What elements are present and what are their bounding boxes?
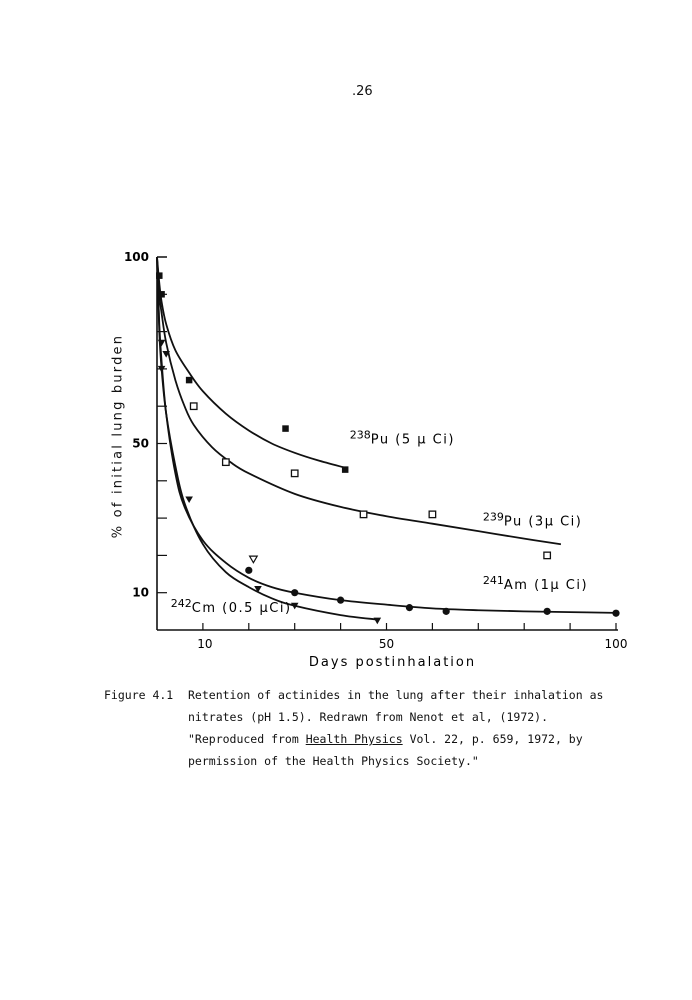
series-label-3 bbox=[171, 597, 292, 616]
series-label-1 bbox=[483, 511, 583, 530]
y-tick-label: 100 bbox=[123, 250, 149, 264]
data-point bbox=[429, 511, 436, 518]
caption-label: Figure 4.1 bbox=[104, 688, 174, 702]
data-point bbox=[282, 425, 289, 432]
data-point bbox=[156, 272, 163, 279]
data-point bbox=[291, 470, 298, 477]
data-point bbox=[337, 597, 344, 604]
data-point bbox=[406, 604, 413, 611]
data-point bbox=[342, 466, 349, 473]
y-axis-title: % of initial lung burden bbox=[110, 333, 126, 539]
data-point bbox=[250, 556, 258, 563]
series-name: Cm (0.5 μCi) bbox=[191, 601, 292, 617]
x-tick-label: 10 bbox=[197, 637, 213, 651]
caption-line-3 bbox=[188, 728, 638, 750]
caption-text bbox=[188, 684, 638, 772]
caption-line-1: Retention of actinides in the lung after their inhalation as bbox=[188, 688, 604, 702]
caption-line-3-post: Vol. 22, p. 659, 1972, by bbox=[402, 732, 583, 746]
series-curve-0 bbox=[157, 257, 345, 468]
data-point bbox=[245, 567, 252, 574]
isotope-mass-number: 239 bbox=[482, 510, 504, 524]
series-curve-1 bbox=[157, 257, 561, 544]
caption-line-3-pre: "Reproduced from bbox=[188, 732, 306, 746]
series-label-2 bbox=[483, 574, 588, 593]
isotope-mass-number: 238 bbox=[349, 428, 371, 442]
data-point bbox=[360, 511, 367, 518]
series-name: Pu (5 μ Ci) bbox=[370, 432, 455, 448]
data-point bbox=[443, 608, 450, 615]
series-curve-3 bbox=[157, 257, 377, 620]
series-label-0 bbox=[350, 429, 455, 448]
x-tick-label: 100 bbox=[604, 637, 628, 651]
x-axis-title: Days postinhalation bbox=[308, 655, 477, 670]
data-point bbox=[544, 552, 551, 559]
data-point bbox=[158, 291, 165, 298]
y-tick-label: 50 bbox=[132, 436, 149, 451]
series-name: Am (1μ Ci) bbox=[503, 577, 589, 593]
data-point bbox=[223, 459, 230, 466]
data-point bbox=[291, 589, 298, 596]
y-tick-label: 10 bbox=[132, 585, 149, 600]
data-point bbox=[185, 496, 193, 503]
caption-line-2: nitrates (pH 1.5). Redrawn from Nenot et al, (1972). bbox=[188, 710, 549, 724]
caption-journal-title: Health Physics bbox=[305, 732, 403, 746]
x-tick-label: 50 bbox=[378, 637, 395, 651]
data-point bbox=[612, 610, 619, 617]
data-point bbox=[190, 403, 197, 410]
isotope-mass-number: 242 bbox=[170, 597, 192, 611]
data-point bbox=[544, 608, 551, 615]
page-number: .26 bbox=[352, 84, 373, 99]
data-point bbox=[186, 377, 193, 384]
caption-line-4: permission of the Health Physics Society." bbox=[188, 754, 479, 768]
data-point bbox=[158, 340, 166, 347]
data-point bbox=[374, 618, 382, 625]
isotope-mass-number: 241 bbox=[482, 573, 504, 587]
series-name: Pu (3μ Ci) bbox=[503, 514, 583, 530]
chart-labels bbox=[124, 250, 628, 670]
